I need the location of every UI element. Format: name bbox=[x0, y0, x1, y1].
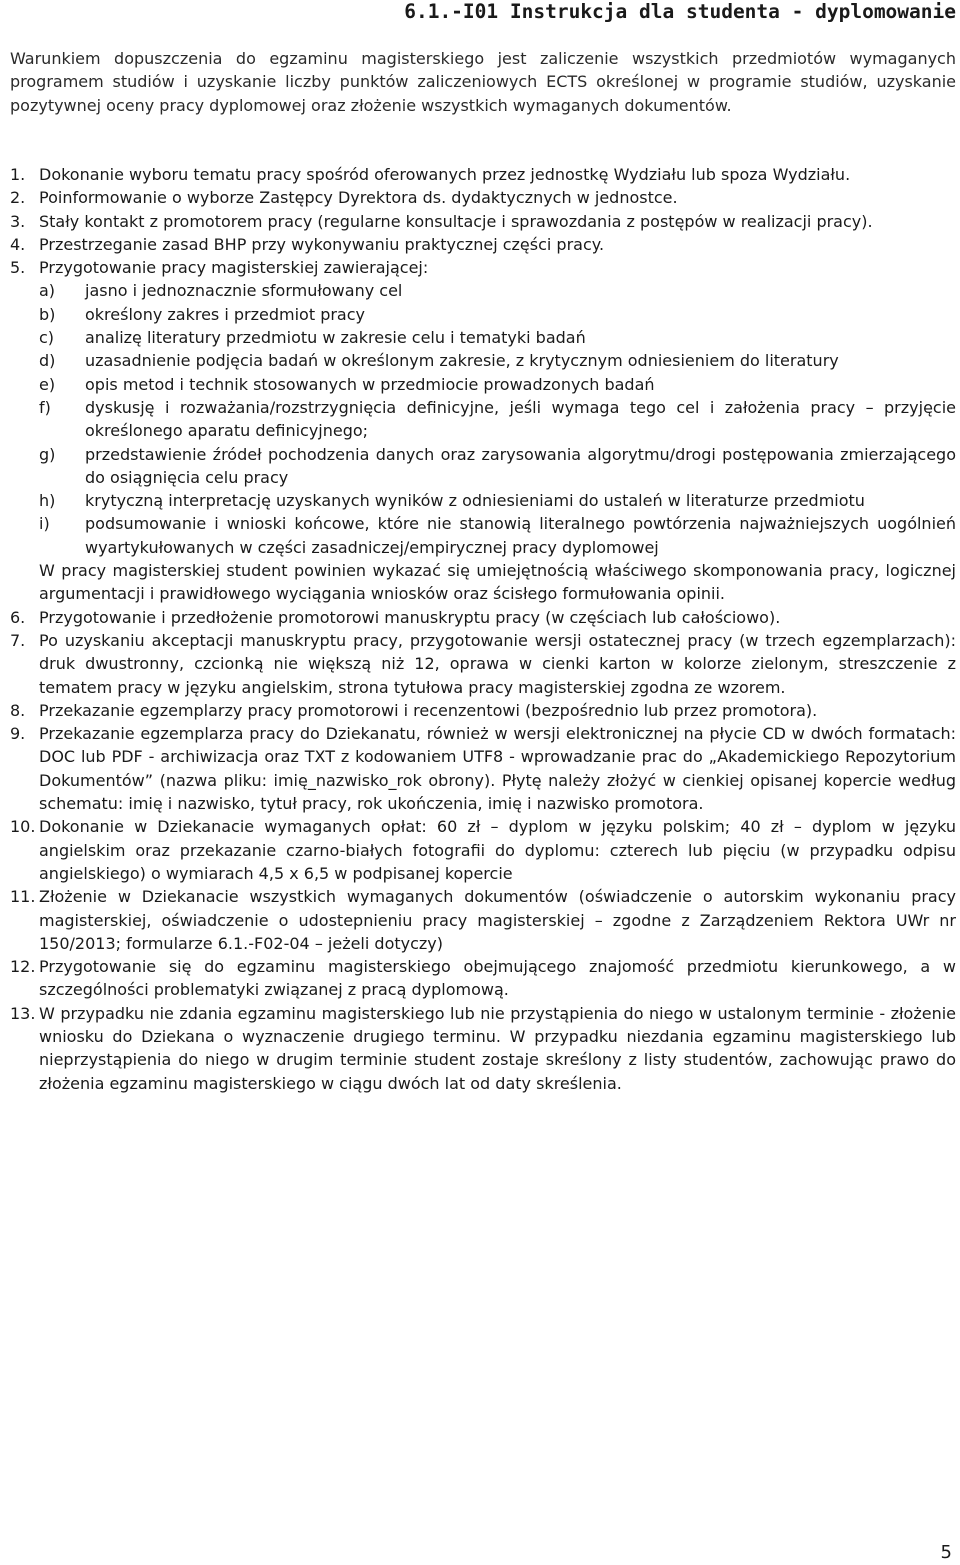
sublist-item-letter: d) bbox=[39, 351, 56, 371]
list-item bbox=[10, 955, 956, 1002]
sublist-item-text: uzasadnienie podjęcia badań w określonym zakresie, z krytycznym odniesieniem do literatury bbox=[85, 351, 839, 371]
sublist bbox=[39, 279, 956, 559]
sublist-item-text: podsumowanie i wnioski końcowe, które nie stanowią literalnego powtórzenia najważniejszych uogólnień wyartykułowanych w części zasadniczej/empirycznej pracy dyplomowej bbox=[85, 514, 956, 557]
list-item-text: Przestrzeganie zasad BHP przy wykonywaniu praktycznej części pracy. bbox=[39, 234, 605, 254]
sublist-item-letter: a) bbox=[39, 281, 56, 301]
sublist-item bbox=[39, 349, 956, 372]
sublist-item bbox=[39, 303, 956, 326]
list-item bbox=[10, 885, 956, 955]
sublist-item bbox=[39, 396, 956, 443]
list-item-text: Przygotowanie i przedłożenie promotorowi manuskryptu pracy (w częściach lub całościowo). bbox=[39, 607, 781, 627]
sublist-item-letter: g) bbox=[39, 444, 56, 464]
list-item-number: 10. bbox=[10, 817, 36, 837]
sublist-item bbox=[39, 279, 956, 302]
sublist-item bbox=[39, 512, 956, 559]
sublist-item bbox=[39, 489, 956, 512]
sublist-item-letter: c) bbox=[39, 328, 55, 348]
list-item bbox=[10, 722, 956, 815]
sublist-item-letter: h) bbox=[39, 491, 56, 511]
list-item bbox=[10, 256, 956, 605]
list-item-text: Stały kontakt z promotorem pracy (regularne konsultacje i sprawozdania z postępów w realizacji pracy). bbox=[39, 211, 873, 231]
sublist-item-letter: i) bbox=[39, 514, 50, 534]
list-item-number: 5. bbox=[10, 258, 26, 278]
sublist-item-text: przedstawienie źródeł pochodzenia danych oraz zarysowania algorytmu/drogi postępowania zmierzającego do osiągnięcia celu pracy bbox=[85, 444, 956, 487]
list-item-text: Dokonanie wyboru tematu pracy spośród oferowanych przez jednostkę Wydziału lub spoza Wydziału. bbox=[39, 165, 851, 184]
intro-paragraph: Warunkiem dopuszczenia do egzaminu magisterskiego jest zaliczenie wszystkich przedmiotów wymaganych programem studiów i uzyskanie liczby punktów zaliczeniowych ECTS określonej w programie studiów, uzyskanie pozytywnej oceny pracy dyplomowej oraz złożenie wszystkich wymaganych dokumentów. bbox=[10, 49, 956, 115]
list-item-number: 9. bbox=[10, 724, 26, 744]
list-item-text: Dokonanie w Dziekanacie wymaganych opłat: 60 zł – dyplom w języku polskim; 40 zł – dyplom w języku angielskim oraz przekazanie czarno-białych fotografii do dyplomu: czterech lub pięciu (w przypadku odpisu angielskiego) o wymiarach 4,5 x 6,5 w podpisanej kopercie bbox=[39, 817, 956, 883]
sublist-item bbox=[39, 443, 956, 490]
sublist-item-text: analizę literatury przedmiotu w zakresie celu i tematyki badań bbox=[85, 328, 586, 348]
page-number: 5 bbox=[940, 1542, 952, 1563]
list-item bbox=[10, 1002, 956, 1095]
list-item-number: 12. bbox=[10, 957, 36, 977]
list-item-text: W przypadku nie zdania egzaminu magisterskiego lub nie przystąpienia do niego w ustalonym terminie - złożenie wniosku do Dziekana o wyznaczenie drugiego terminu. W przypadku niezdania egzaminu magisterskiego lub nieprzystąpienia do niego w drugim terminie student zostaje skreślony z listy studentów, zachowując prawo do złożenia egzaminu magisterskiego w ciągu dwóch lat od daty skreślenia. bbox=[39, 1003, 956, 1093]
list-item-number: 2. bbox=[10, 188, 26, 208]
list-item-content bbox=[39, 256, 956, 605]
list-item-number: 13. bbox=[10, 1003, 36, 1023]
sublist-item-letter: f) bbox=[39, 397, 51, 417]
list-item-number: 11. bbox=[10, 887, 36, 907]
list-item-number: 8. bbox=[10, 700, 26, 720]
list-item-number: 7. bbox=[10, 630, 26, 650]
list-item bbox=[10, 606, 956, 629]
sublist-item-text: dyskusję i rozważania/rozstrzygnięcia definicyjne, jeśli wymaga tego cel i założenia pracy – przyjęcie określonego aparatu definicyjnego; bbox=[85, 397, 956, 441]
sublist-item-text: określony zakres i przedmiot pracy bbox=[85, 304, 365, 324]
list-item bbox=[10, 699, 956, 722]
list-item bbox=[10, 629, 956, 699]
sublist-item-text: krytyczną interpretację uzyskanych wyników z odniesieniami do ustaleń w literaturze przedmiotu bbox=[85, 491, 865, 511]
list-item bbox=[10, 210, 956, 233]
item-5-note: W pracy magisterskiej student powinien wykazać się umiejętnością właściwego skomponowania pracy, logicznej argumentacji i prawidłowego wyciągania wniosków oraz ścisłego formułowania opinii. bbox=[39, 561, 956, 604]
sublist-item bbox=[39, 326, 956, 349]
sublist-item-text: jasno i jednoznacznie sformułowany cel bbox=[85, 281, 403, 301]
list-item-text: Przekazanie egzemplarzy pracy promotorowi i recenzentowi (bezpośrednio lub przez promotora). bbox=[39, 700, 818, 720]
list-item bbox=[10, 186, 956, 209]
list-item bbox=[10, 233, 956, 256]
list-item-text: Po uzyskaniu akceptacji manuskryptu pracy, przygotowanie wersji ostatecznej pracy (w trzech egzemplarzach): druk dwustronny, czcionką nie większą niż 12, oprawa w cienki karton w kolorze zielonym, streszczenie z tematem pracy w języku angielskim, strona tytułowa pracy magisterskiej zgodna ze wzorem. bbox=[39, 630, 956, 697]
list-item bbox=[10, 163, 956, 186]
list-item-text: Przygotowanie pracy magisterskiej zawierającej: bbox=[39, 258, 429, 278]
document-title: 6.1.-I01 Instrukcja dla studenta - dyplomowanie bbox=[404, 0, 956, 23]
sublist-item bbox=[39, 373, 956, 396]
list-item bbox=[10, 815, 956, 885]
list-item-text: Przygotowanie się do egzaminu magisterskiego obejmującego znajomość przedmiotu kierunkowego, a w szczególności problematyki związanej z pracą dyplomową. bbox=[39, 957, 956, 1000]
list-item-text: Złożenie w Dziekanacie wszystkich wymaganych dokumentów (oświadczenie o autorskim wykonaniu pracy magisterskiej, oświadczenie o udostepnieniu pracy magisterskiej – zgodne z Zarządzeniem Rektora UWr nr 150/2013; formularze 6.1.-F02-04 – jeżeli dotyczy) bbox=[39, 887, 956, 953]
sublist-item-letter: e) bbox=[39, 374, 56, 394]
list-item-number: 1. bbox=[10, 165, 26, 184]
list-item-text: Przekazanie egzemplarza pracy do Dziekanatu, również w wersji elektronicznej na płycie CD w dwóch formatach: DOC lub PDF - archiwizacja oraz TXT z kodowaniem UTF8 - wprowadzanie prac do „Akademickiego Repozytorium Dokumentów” (nazwa pliku: imię_nazwisko_rok obrony). Płytę należy złożyć w cienkiej opisanej kopercie według schematu: imię i nazwisko, tytuł pracy, rok ukończenia, imię i nazwisko promotora. bbox=[39, 724, 956, 814]
sublist-item-text: opis metod i technik stosowanych w przedmiocie prowadzonych badań bbox=[85, 374, 655, 394]
list-item-number: 3. bbox=[10, 211, 26, 231]
instruction-list bbox=[10, 163, 956, 1095]
list-item-number: 4. bbox=[10, 234, 26, 254]
sublist-item-letter: b) bbox=[39, 304, 56, 324]
list-item-number: 6. bbox=[10, 607, 26, 627]
list-item-text: Poinformowanie o wyborze Zastępcy Dyrektora ds. dydaktycznych w jednostce. bbox=[39, 188, 678, 208]
